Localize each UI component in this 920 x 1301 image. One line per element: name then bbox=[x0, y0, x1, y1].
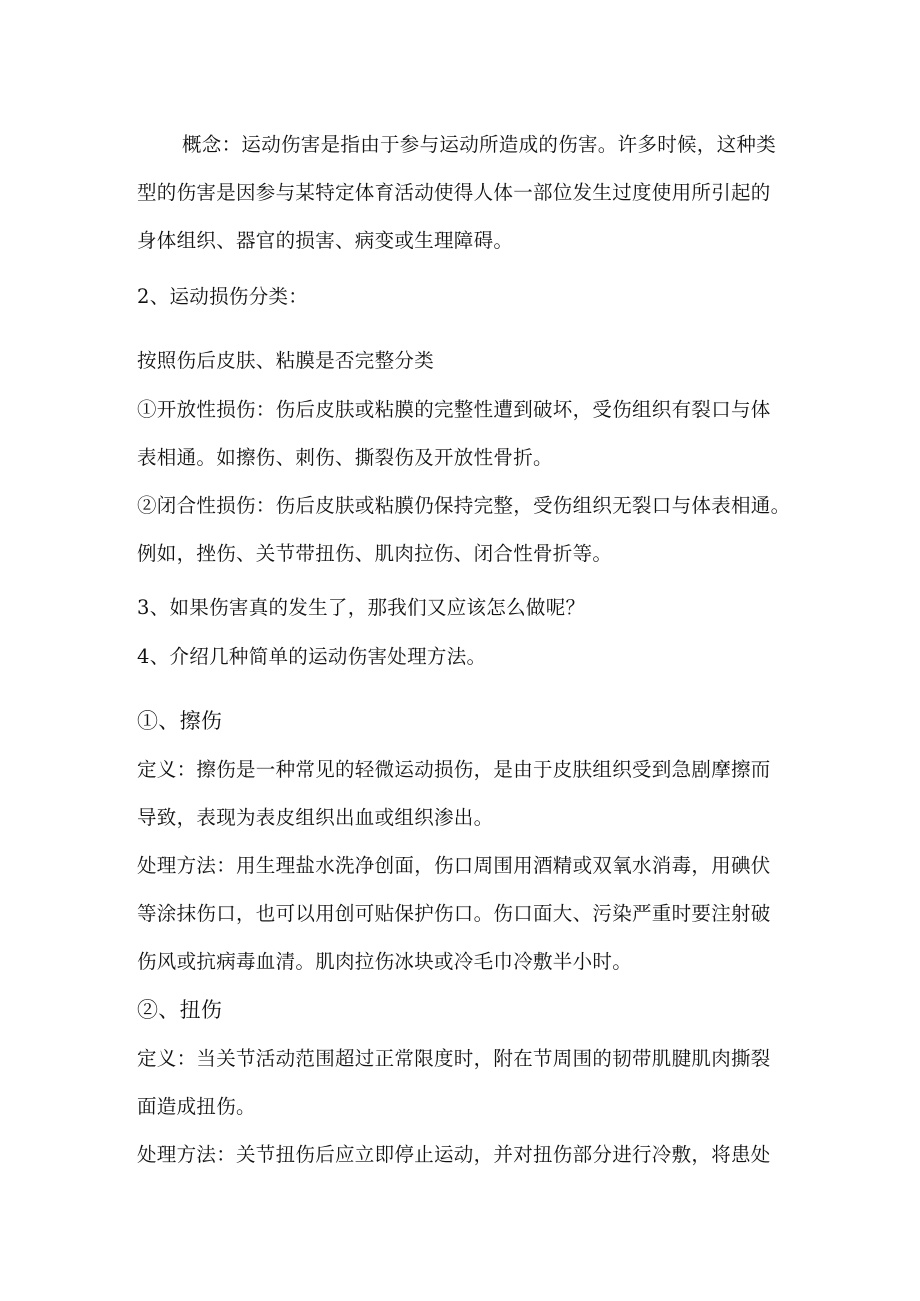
sprain-definition-line-1: 定义：当关节活动范围超过正常限度时，附在节周围的韧带肌腱肌肉撕裂 bbox=[137, 1047, 771, 1070]
open-injury-line-1: ①开放性损伤：伤后皮肤或粘膜的完整性遭到破坏，受伤组织有裂口与体 bbox=[137, 398, 771, 421]
concept-line-1: 概念：运动伤害是指由于参与运动所造成的伤害。许多时候，这种类 bbox=[182, 133, 777, 156]
section-3-heading: 3、如果伤害真的发生了，那我们又应该怎么做呢？ bbox=[137, 596, 586, 619]
section-4-heading: 4、介绍几种简单的运动伤害处理方法。 bbox=[137, 645, 487, 668]
closed-injury-line-1: ②闭合性损伤：伤后皮肤或粘膜仍保持完整，受伤组织无裂口与体表相通。 bbox=[137, 494, 791, 517]
concept-line-2: 型的伤害是因参与某特定体育活动使得人体一部位发生过度使用所引起的 bbox=[137, 181, 771, 204]
concept-line-3: 身体组织、器官的损害、病变或生理障碍。 bbox=[137, 229, 514, 252]
classification-intro: 按照伤后皮肤、粘膜是否完整分类 bbox=[137, 349, 435, 372]
open-injury-line-2: 表相通。如擦伤、刺伤、撕裂伤及开放性骨折。 bbox=[137, 446, 553, 469]
section-2-heading: 2、运动损伤分类： bbox=[137, 285, 309, 308]
abrasion-definition-line-2: 导致，表现为表皮组织出血或组织渗出。 bbox=[137, 806, 494, 829]
abrasion-title: ①、擦伤 bbox=[137, 709, 223, 733]
sprain-title: ②、扭伤 bbox=[137, 998, 223, 1022]
abrasion-treatment-line-1: 处理方法：用生理盐水洗净创面，伤口周围用酒精或双氧水消毒，用碘伏 bbox=[137, 854, 771, 877]
closed-injury-line-2: 例如，挫伤、关节带扭伤、肌肉拉伤、闭合性骨折等。 bbox=[137, 542, 613, 565]
sprain-definition-line-2: 面造成扭伤。 bbox=[137, 1095, 256, 1118]
abrasion-definition-line-1: 定义：擦伤是一种常见的轻微运动损伤，是由于皮肤组织受到急剧摩擦而 bbox=[137, 758, 771, 781]
sprain-treatment-line-1: 处理方法：关节扭伤后应立即停止运动，并对扭伤部分进行冷敷，将患处 bbox=[137, 1143, 771, 1166]
abrasion-treatment-line-2: 等涂抹伤口，也可以用创可贴保护伤口。伤口面大、污染严重时要注射破 bbox=[137, 902, 771, 925]
abrasion-treatment-line-3: 伤风或抗病毒血清。肌肉拉伤冰块或冷毛巾冷敷半小时。 bbox=[137, 950, 633, 973]
